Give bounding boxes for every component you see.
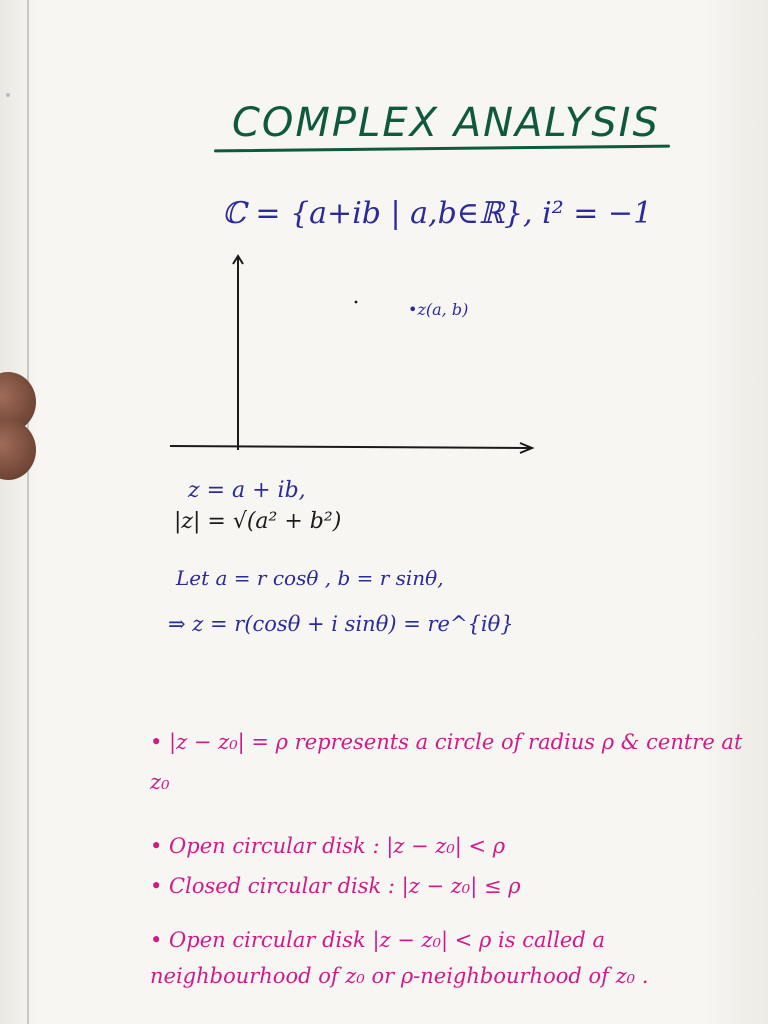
note-open-disk: • Open circular disk : |z − z₀| < ρ xyxy=(150,834,506,858)
equation-z: z = a + ib, xyxy=(188,478,306,503)
note-circle: • |z − z₀| = ρ represents a circle of radius ρ & centre at z₀ xyxy=(150,730,743,794)
complex-set-definition: ℂ = {a+ib | a,b∈ℝ}, i² = −1 xyxy=(222,196,653,231)
x-axis xyxy=(170,446,530,448)
note-neighbourhood: • Open circular disk |z − z₀| < ρ is called a neighbourhood of z₀ or ρ-neighbourhood of z₀ . xyxy=(150,928,649,988)
note-closed-disk: • Closed circular disk : |z − z₀| ≤ ρ xyxy=(150,874,521,898)
binding-holes xyxy=(0,0,40,1024)
page-title: COMPLEX ANALYSIS xyxy=(232,100,660,146)
argand-diagram xyxy=(160,250,550,460)
point-z-label: •z(a, b) xyxy=(408,300,469,319)
equation-polar-sub: Let a = r cosθ , b = r sinθ, xyxy=(176,566,444,590)
equation-polar-form: ⇒ z = r(cosθ + i sinθ) = re^{iθ} xyxy=(168,612,514,636)
origin-dot xyxy=(355,301,358,304)
equation-modulus: |z| = √(a² + b²) xyxy=(174,509,342,534)
